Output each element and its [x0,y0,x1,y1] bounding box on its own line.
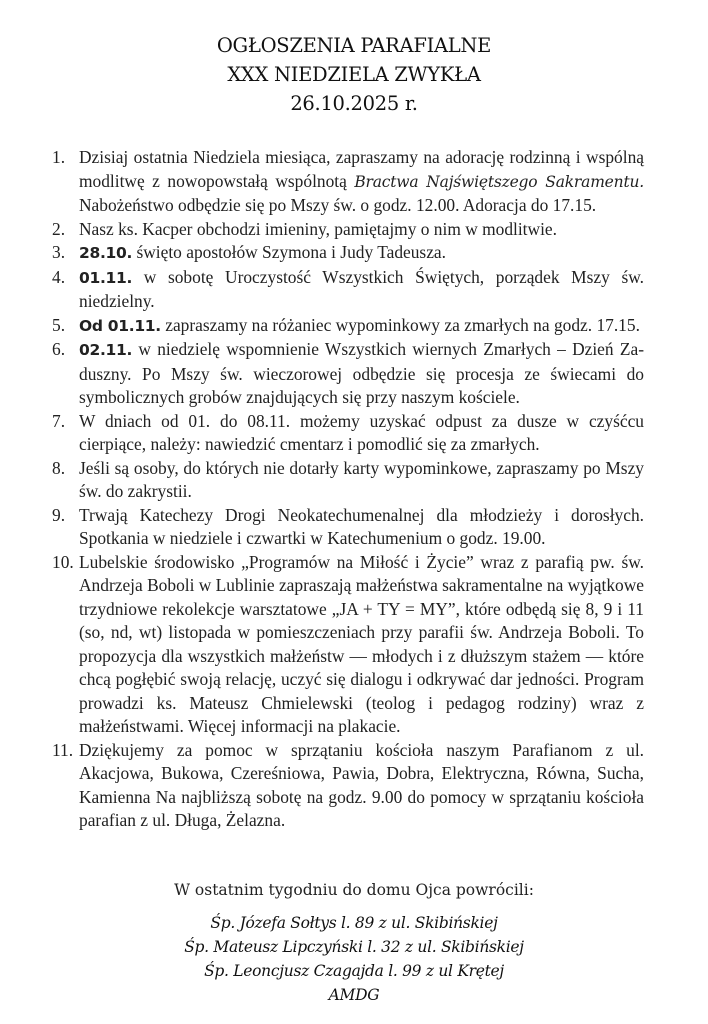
announcement-item [52,241,644,266]
document-header [0,31,708,118]
announcements-list [52,146,644,833]
item-text: Dziękujemy za pomoc w sprzątaniu kościoła naszym Parafianom z ul. Akacjowa, Bukowa, Czereśniowa, Pawia, Dobra, Elektryczna, Równa, Sucha, Kamienna Na najbliższą sobotę na godz. 9.00 do pomocy w sprzątaniu kościoła parafian z ul. Długa, Żelazna. [79,739,644,830]
item-text: Lubelskie środowisko „Programów na Miłość i Życie” wraz z parafią pw. św. Andrzeja Boboli w Lublinie zapraszają małżeństwa sakramentalne na wyjątkowe trzydniowe rekolekcje warsztatowe „JA + TY = MY”, które odbędą się 8, 9 i 11 (so, nd, wt) listopada w pomieszczeniach przy parafii św. Andrzeja Boboli. To propozycja dla wszystkich małżeństw — młodych i z dłuższym stażem — które chcą pogłębić swoją relację, uczyć się dialogu i odkrywać dar jedności. Program prowadzi ks. Mateusz Chmielewski (teolog i pedagog rodziny) wraz z małżeństwami. Więcej informacji na plakacie. [79,551,644,736]
item-text: święto apostołów Szymona i Judy Tadeusza. [132,242,446,262]
item-text: Jeśli są osoby, do których nie dotarły karty wypominkowe, zapraszamy po Mszy św. do zakrystii. [79,457,644,501]
item-text: W dniach od 01. do 08.11. możemy uzyskać odpust za dusze w czyśćcu cierpiące, należy: nawiedzić cmentarz i pomodlić się za zmarłych. [79,410,644,454]
announcement-item [52,410,644,457]
announcement-item [52,338,644,410]
deceased-entry: Śp. Józefa Sołtys l. 89 z ul. Skibińskiej [210,914,498,932]
item-text-after: Nabożeństwo odbędzie się po Mszy św. o godz. 12.00. Adoracja do 17.15. [79,195,597,215]
obituary-intro: W ostatnim tygodniu do domu Ojca powrócili: [174,881,534,899]
item-text: w sobotę Uroczystość Wszystkich Świętych, porządek Mszy św. niedzielny. [79,266,644,311]
announcement-item [52,314,644,339]
item-date: 01.11. [79,268,133,287]
item-number: 1. [52,147,66,167]
announcement-item [52,551,644,739]
item-text: Trwają Katechezy Drogi Neokatechumenalnej dla młodzieży i dorosłych. Spotkania w niedziele i czwartki w Katechumenium o godz. 19.00. [79,504,644,548]
item-number: 8. [52,457,66,478]
item-number: 10. [52,551,74,572]
announcement-item [52,218,644,242]
announcement-item [52,739,644,833]
obituary-section [0,878,708,1007]
item-number: 9. [52,504,66,525]
item-number: 11. [52,739,74,760]
item-number: 3. [52,242,66,262]
item-text: w niedzielę wspomnienie Wszystkich wiernych Zmarłych – Dzień Za-duszny. Po Mszy św. wieczorowej odbędzie się procesja ze świecami do symbolicznych grobów znajdujących się przy naszym kościele. [79,339,644,407]
item-text: Dzisiaj ostatnia Niedziela miesiąca, zapraszamy na adorację rodzinną i wspólną modlitwę z nowopowstałą wspólnotą [79,147,644,191]
document-date: 26.10.2025 r. [290,92,418,115]
closing-amdg: AMDG [328,986,380,1004]
announcement-item [52,266,644,314]
item-date: Od 01.11. [79,316,161,335]
item-text: Nasz ks. Kacper obchodzi imieniny, pamiętajmy o nim w modlitwie. [79,218,557,239]
item-italic-text: Bractwa Najświętszego Sakramentu. [354,172,644,191]
document-subtitle: XXX NIEDZIELA ZWYKŁA [227,63,481,86]
item-date: 02.11. [79,341,133,359]
announcement-item [52,457,644,504]
item-number: 7. [52,410,66,431]
announcement-item [52,146,644,218]
item-number: 5. [52,314,66,335]
document-title: OGŁOSZENIA PARAFIALNE [216,34,492,57]
item-date: 28.10. [79,244,133,262]
item-text: zapraszamy na różaniec wypominkowy za zmarłych na godz. 17.15. [160,314,640,335]
item-number: 4. [52,266,66,287]
announcement-item [52,504,644,551]
deceased-entry: Śp. Leoncjusz Czagajda l. 99 z ul Krętej [204,962,504,980]
deceased-entry: Śp. Mateusz Lipczyński l. 32 z ul. Skibińskiej [184,938,524,956]
item-number: 6. [52,339,66,359]
item-number: 2. [52,218,66,239]
deceased-list [0,911,708,1007]
